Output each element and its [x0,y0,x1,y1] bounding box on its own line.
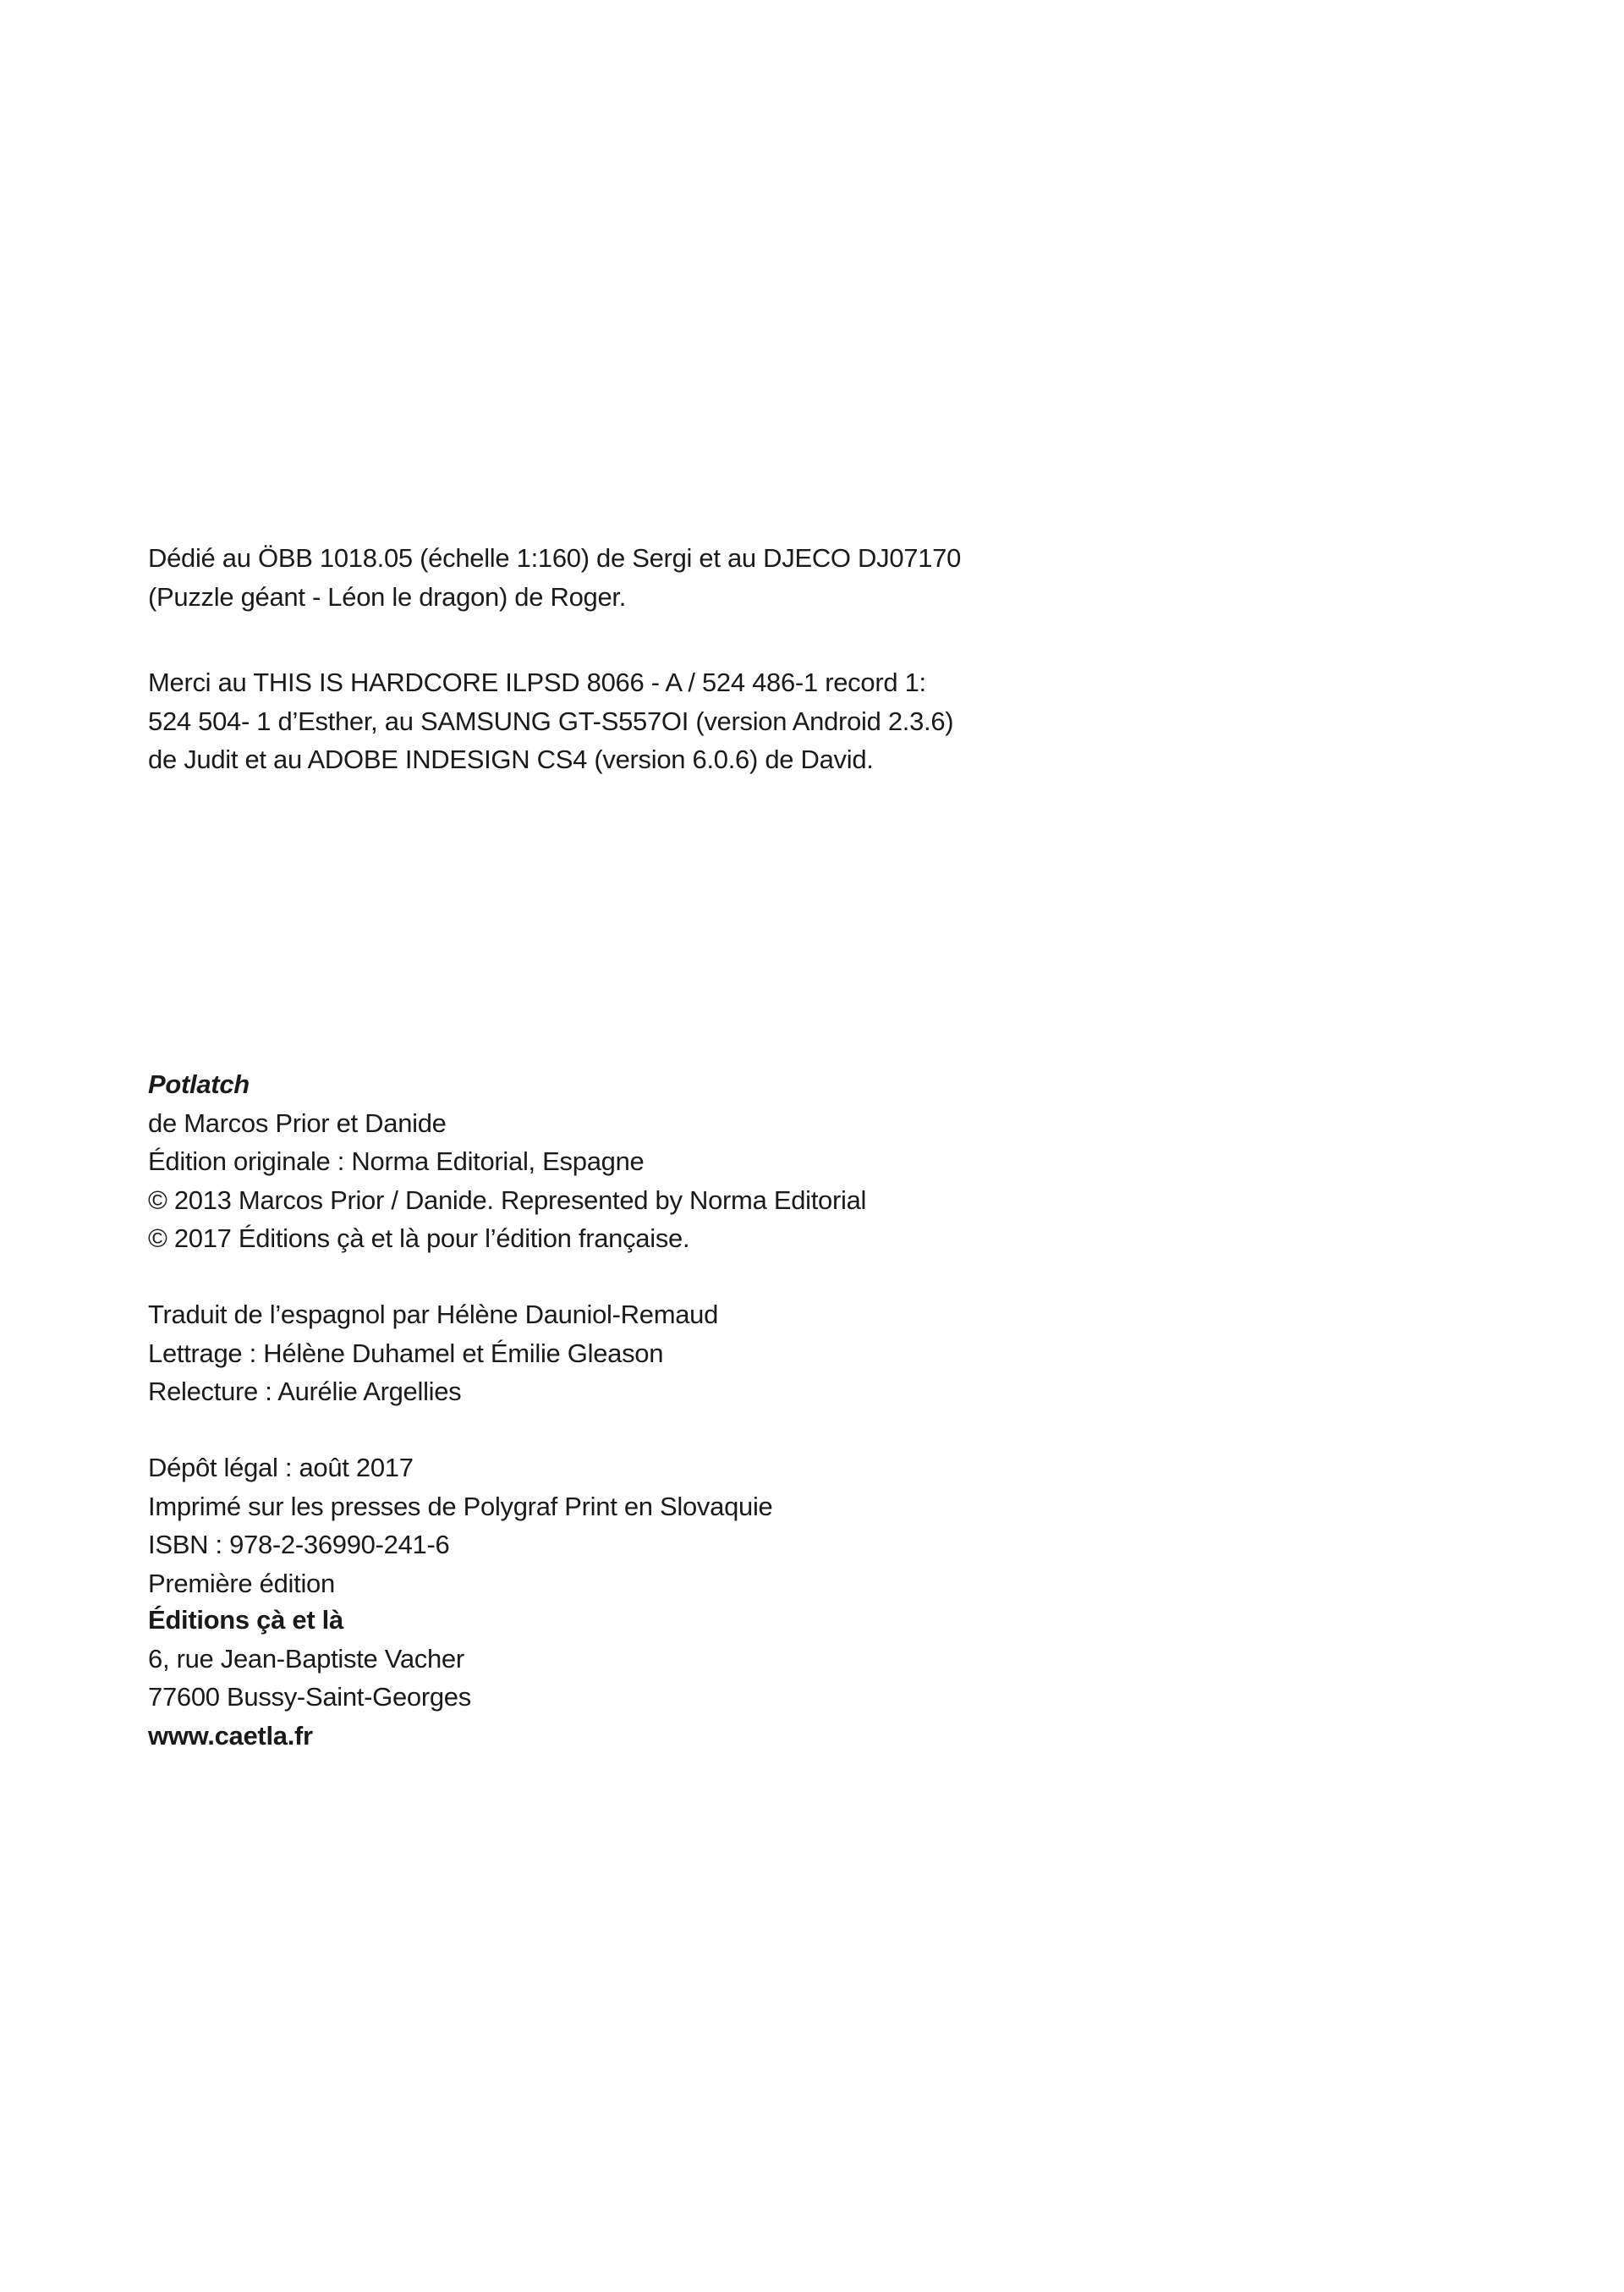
publisher-block [148,1601,1417,1755]
book-title: Potlatch [148,1069,250,1099]
copyright-french-line: © 2017 Éditions çà et là pour l’édition française. [148,1223,690,1253]
proofreading-line: Relecture : Aurélie Argellies [148,1377,462,1406]
printer-line: Imprimé sur les presses de Polygraf Print en Slovaquie [148,1491,773,1521]
publisher-name: Éditions çà et là [148,1605,343,1635]
publisher-city: 77600 Bussy-Saint-Georges [148,1682,471,1712]
original-edition-line: Édition originale : Norma Editorial, Espagne [148,1146,645,1176]
legal-block [148,1448,1417,1602]
thanks-line: Merci au THIS IS HARDCORE ILPSD 8066 - A / 524 486-1 record 1: [148,668,926,697]
dedication-line: Dédié au ÖBB 1018.05 (échelle 1:160) de Sergi et au DJECO DJ07170 [148,543,962,573]
dedication-paragraph [148,539,1417,616]
copyright-original-line: © 2013 Marcos Prior / Danide. Represented by Norma Editorial [148,1184,867,1215]
publisher-street: 6, rue Jean-Baptiste Vacher [148,1643,464,1674]
lettering-line: Lettrage : Hélène Duhamel et Émilie Gleason [148,1338,664,1368]
authors-line: de Marcos Prior et Danide [148,1108,447,1138]
dedication-line: (Puzzle géant - Léon le dragon) de Roger. [148,581,627,612]
legal-deposit-line: Dépôt légal : août 2017 [148,1453,414,1482]
thanks-line: de Judit et au ADOBE INDESIGN CS4 (version 6.0.6) de David. [148,745,874,774]
colophon-block [148,1065,1417,1258]
publisher-website-link[interactable]: www.caetla.fr [148,1720,313,1751]
credits-block [148,1295,1417,1411]
isbn-line: ISBN : 978-2-36990-241-6 [148,1530,450,1559]
thanks-paragraph [148,663,1417,779]
thanks-line: 524 504- 1 d’Esther, au SAMSUNG GT-S557OI (version Android 2.3.6) [148,706,954,736]
translator-line: Traduit de l’espagnol par Hélène Dauniol-Remaud [148,1300,719,1329]
edition-line: Première édition [148,1568,335,1598]
